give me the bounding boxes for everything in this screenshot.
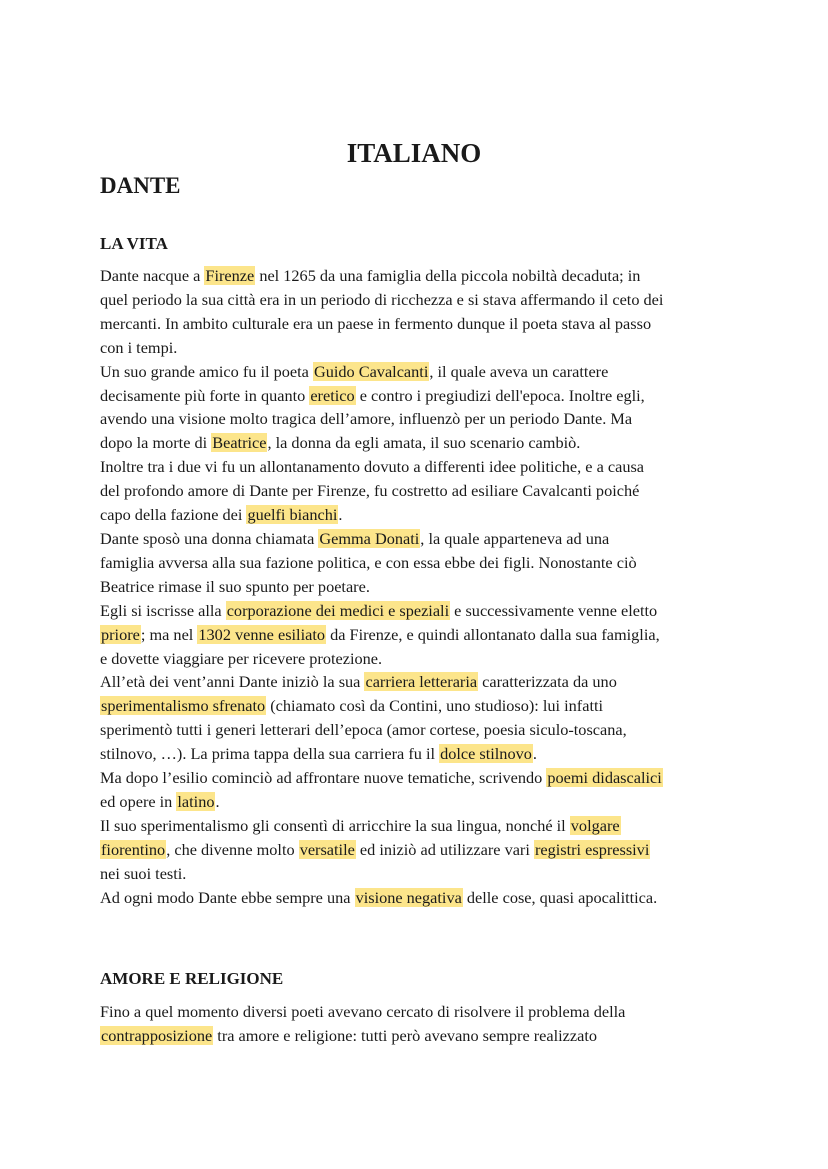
highlighted-text: Beatrice — [212, 433, 267, 453]
text-run: Ma dopo l’esilio cominciò ad affrontare nuove tematiche, scrivendo — [100, 768, 547, 788]
text-run: , la quale apparteneva ad una — [420, 528, 610, 548]
text-line — [100, 647, 740, 671]
highlighted-text: contrapposizione — [101, 1025, 213, 1045]
text-line — [100, 814, 740, 838]
highlighted-text: poemi didascalici — [547, 768, 662, 788]
text-line — [100, 288, 740, 312]
text-run: Ad ogni modo Dante ebbe sempre una — [100, 887, 355, 907]
text-run: All’età dei vent’anni Dante iniziò la sua — [100, 672, 365, 692]
text-run: quel periodo la sua città era in un periodo di ricchezza e si stava affermando il ceto dei — [100, 289, 664, 309]
main-heading: DANTE — [100, 173, 181, 198]
text-run: ed iniziò ad utilizzare vari — [355, 839, 534, 859]
text-run: mercanti. In ambito culturale era un paese in fermento dunque il poeta stava al passo — [100, 313, 652, 333]
text-line — [100, 1024, 740, 1048]
text-line — [100, 312, 740, 336]
highlighted-text: 1302 venne esiliato — [198, 624, 325, 644]
highlighted-text: fiorentino — [101, 839, 166, 859]
section-heading-amore-e-religione: AMORE E RELIGIONE — [100, 969, 284, 988]
text-line — [100, 407, 740, 431]
text-run: Fino a quel momento diversi poeti avevano cercato di risolvere il problema della — [100, 1002, 626, 1021]
text-run: famiglia avversa alla sua fazione politica, e con essa ebbe dei figli. Nonostante ciò — [100, 552, 637, 572]
highlighted-text: guelfi bianchi — [247, 505, 338, 525]
text-run: , che divenne molto — [166, 839, 299, 859]
text-run: Dante sposò una donna chiamata — [100, 528, 319, 548]
text-run: nel 1265 da una famiglia della piccola nobiltà decaduta; in — [255, 266, 641, 285]
text-run: Dante nacque a — [100, 266, 205, 285]
text-line — [100, 360, 740, 384]
text-run: , il quale aveva un carattere — [429, 361, 609, 381]
text-run: Egli si iscrisse alla — [100, 600, 226, 620]
section-body-la-vita — [100, 264, 740, 909]
text-run: . — [532, 744, 537, 764]
highlighted-text: corporazione dei medici e speziali — [226, 600, 450, 620]
text-run: (chiamato così da Contini, uno studioso): lui infatti — [266, 696, 604, 716]
text-run: . — [338, 505, 343, 525]
text-line — [100, 694, 740, 718]
text-line — [100, 1000, 740, 1024]
section-body-amore-e-religione — [100, 1000, 740, 1048]
text-run: Il suo sperimentalismo gli consentì di arricchire la sua lingua, nonché il — [100, 815, 570, 835]
text-line — [100, 766, 740, 790]
highlighted-text: eretico — [310, 385, 355, 405]
text-run: Beatrice rimase il suo spunto per poetare. — [100, 576, 370, 596]
text-line — [100, 599, 740, 623]
text-line — [100, 551, 740, 575]
text-line — [100, 886, 740, 910]
highlighted-text: sperimentalismo sfrenato — [101, 696, 266, 716]
text-line — [100, 264, 740, 288]
text-line — [100, 336, 740, 360]
highlighted-text: priore — [101, 624, 140, 644]
text-run: del profondo amore di Dante per Firenze, fu costretto ad esiliare Cavalcanti poiché — [100, 481, 640, 501]
text-line — [100, 479, 740, 503]
text-run: , la donna da egli amata, il suo scenario cambiò. — [267, 433, 581, 453]
highlighted-text: carriera letteraria — [365, 672, 478, 692]
text-run: avendo una visione molto tragica dell’amore, influenzò per un periodo Dante. Ma — [100, 409, 633, 429]
text-run: e successivamente venne eletto — [450, 600, 658, 620]
highlighted-text: volgare — [570, 815, 620, 835]
highlighted-text: dolce stilnovo — [440, 744, 532, 764]
text-run: . — [215, 791, 220, 811]
highlighted-text: Guido Cavalcanti — [313, 361, 429, 381]
text-run: con i tempi. — [100, 337, 178, 357]
text-line — [100, 670, 740, 694]
highlighted-text: Firenze — [205, 266, 255, 285]
text-run: ed opere in — [100, 791, 177, 811]
text-line — [100, 862, 740, 886]
text-run: delle cose, quasi apocalittica. — [462, 887, 658, 907]
highlighted-text: visione negativa — [355, 887, 462, 907]
highlighted-text: latino — [177, 791, 215, 811]
page-title: ITALIANO — [346, 138, 482, 168]
text-line — [100, 503, 740, 527]
text-line — [100, 431, 740, 455]
text-line — [100, 455, 740, 479]
section-heading-la-vita: LA VITA — [100, 234, 168, 253]
text-run: tra amore e religione: tutti però avevano sempre realizzato — [213, 1025, 598, 1045]
text-run: decisamente più forte in quanto — [100, 385, 310, 405]
text-line — [100, 742, 740, 766]
text-line — [100, 527, 740, 551]
highlighted-text: versatile — [299, 839, 355, 859]
text-line — [100, 623, 740, 647]
text-line — [100, 718, 740, 742]
text-line — [100, 384, 740, 408]
text-line — [100, 838, 740, 862]
text-run: e dovette viaggiare per ricevere protezione. — [100, 648, 383, 668]
text-line — [100, 790, 740, 814]
highlighted-text: registri espressivi — [534, 839, 650, 859]
text-run: sperimentò tutti i generi letterari dell’epoca (amor cortese, poesia siculo-toscana, — [100, 720, 627, 740]
text-run: da Firenze, e quindi allontanato dalla sua famiglia, — [326, 624, 660, 644]
text-run: Un suo grande amico fu il poeta — [100, 361, 313, 381]
text-run: caratterizzata da uno — [478, 672, 617, 692]
text-run: nei suoi testi. — [100, 863, 187, 883]
text-run: e contro i pregiudizi dell'epoca. Inoltre egli, — [355, 385, 645, 405]
text-run: dopo la morte di — [100, 433, 212, 453]
text-line — [100, 575, 740, 599]
text-run: Inoltre tra i due vi fu un allontanamento dovuto a differenti idee politiche, e a causa — [100, 457, 645, 477]
text-run: capo della fazione dei — [100, 505, 247, 525]
text-run: ; ma nel — [140, 624, 198, 644]
highlighted-text: Gemma Donati — [319, 528, 420, 548]
text-run: stilnovo, …). La prima tappa della sua carriera fu il — [100, 744, 440, 764]
